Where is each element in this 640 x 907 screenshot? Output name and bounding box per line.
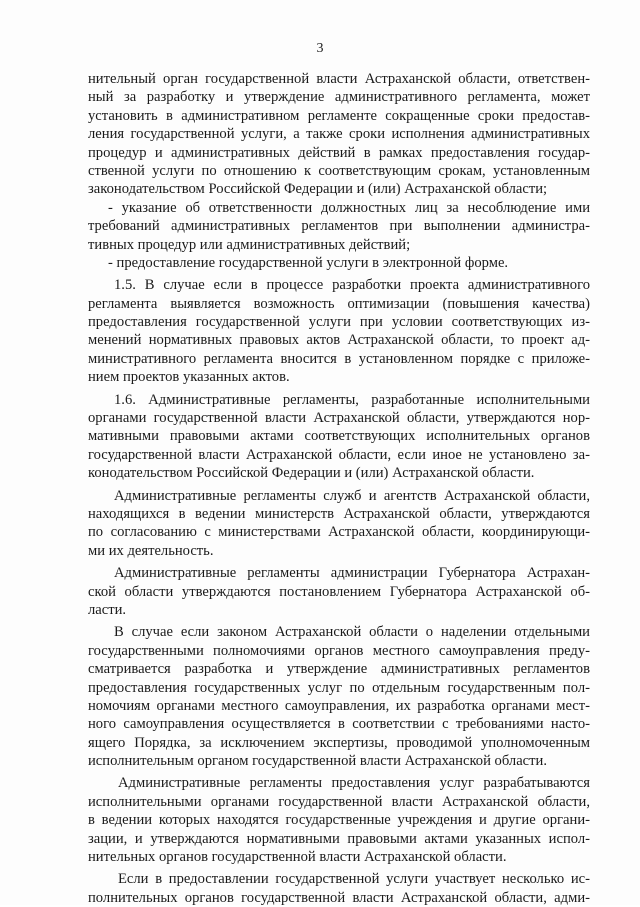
paragraph — [88, 870, 590, 907]
text-line: Административные регламенты предоставления услуг разрабатываются — [118, 775, 590, 792]
text-line: нием проектов указанных актов. — [88, 369, 290, 386]
text-line: ственной услуги по отношению к соответствующим срокам, установленным — [88, 162, 590, 179]
text-line: по согласованию с министерствами Астраханской области, координирующи- — [88, 524, 590, 541]
text-line: В случае если законом Астраханской области о наделении отдельными — [114, 624, 590, 641]
text-line: сматривается разработка и утверждение административных регламентов — [88, 661, 590, 678]
paragraph — [88, 774, 590, 866]
text-line: полнительных органов государственной власти Астраханской области, адми- — [88, 889, 590, 906]
paragraph — [88, 623, 590, 770]
text-line: процедур и административных действий в рамках предоставления государ- — [88, 144, 590, 161]
text-line: регламента выявляется возможность оптимизации (повышения качества) — [88, 295, 590, 312]
text-line: в ведении которых находятся государственные учреждения и другие органи- — [88, 812, 590, 829]
text-line: менений нормативных правовых актов Астраханской области, то проект ад- — [88, 332, 590, 349]
text-line: конодательством Российской Федерации и (или) Астраханской области. — [88, 465, 535, 482]
text-line: государственными полномочиями органов местного самоуправления преду- — [88, 642, 590, 659]
text-line: установить в административном регламенте сокращенные сроки предостав- — [88, 107, 590, 124]
text-line: ного самоуправления осуществляется в соответствии с требованиями насто- — [88, 716, 590, 733]
text-line: исполнительными органами государственной власти Астраханской области, — [88, 793, 590, 810]
text-line: - указание об ответственности должностных лиц за несоблюдение ими — [108, 199, 590, 216]
document-body — [88, 70, 590, 907]
text-line: - предоставление государственной услуги в электронной форме. — [108, 254, 509, 271]
text-line: Если в предоставлении государственной услуги участвует несколько ис- — [118, 871, 590, 888]
paragraph — [88, 254, 590, 272]
text-line: исполнительным органом государственной власти Астраханской области. — [88, 753, 547, 770]
text-line: предоставления государственной услуги при условии соответствующих из- — [88, 314, 590, 331]
text-line: предоставления государственных услуг по отдельным государственным пол- — [88, 679, 590, 696]
page-number: 3 — [316, 41, 324, 56]
text-line: 1.6. Административные регламенты, разработанные исполнительными — [114, 391, 590, 408]
text-line: зации, и утверждаются нормативными правовыми актами указанных испол- — [88, 830, 590, 847]
text-line: ления государственной услуги, а также сроки исполнения административных — [88, 126, 590, 143]
paragraph — [88, 199, 590, 254]
text-line: ящего Порядка, за исключением экспертизы, проводимой уполномоченным — [88, 734, 590, 751]
text-line: нительных органов государственной власти Астраханской области. — [88, 849, 507, 866]
text-line: Административные регламенты служб и агентств Астраханской области, — [114, 487, 590, 504]
text-line: тивных процедур или административных действий; — [88, 236, 411, 253]
text-line: ми их деятельность. — [88, 542, 214, 559]
text-line: министративного регламента вносится в установленном порядке с приложе- — [88, 350, 590, 367]
text-line: мативными правовыми актами соответствующих исполнительных органов — [88, 428, 590, 445]
text-line: законодательством Российской Федерации и (или) Астраханской области; — [88, 181, 548, 198]
text-line: номочиям органами местного самоуправления, их разработка органами мест- — [88, 697, 590, 714]
text-line: Административные регламенты администрации Губернатора Астрахан- — [114, 565, 590, 582]
paragraph — [88, 391, 590, 483]
paragraph — [88, 70, 590, 199]
text-line: 1.5. В случае если в процессе разработки проекта административного — [114, 277, 590, 294]
text-line: нительный орган государственной власти Астраханской области, ответствен- — [88, 71, 590, 87]
text-line: ласти. — [88, 601, 127, 618]
paragraph — [88, 276, 590, 386]
text-line: ской области утверждаются постановлением Губернатора Астраханской об- — [88, 583, 590, 600]
text-line: ный за разработку и утверждение административного регламента, может — [88, 89, 590, 106]
paragraph — [88, 487, 590, 561]
text-line: органами государственной власти Астраханской области, утверждаются нор- — [88, 410, 590, 427]
text-line: находящихся в ведении министерств Астраханской области, утверждаются — [88, 505, 590, 522]
paragraph — [88, 564, 590, 619]
text-line: государственной власти Астраханской области, если иное не установлено за- — [88, 446, 590, 463]
text-line: требований административных регламентов при выполнении администра- — [88, 218, 590, 235]
